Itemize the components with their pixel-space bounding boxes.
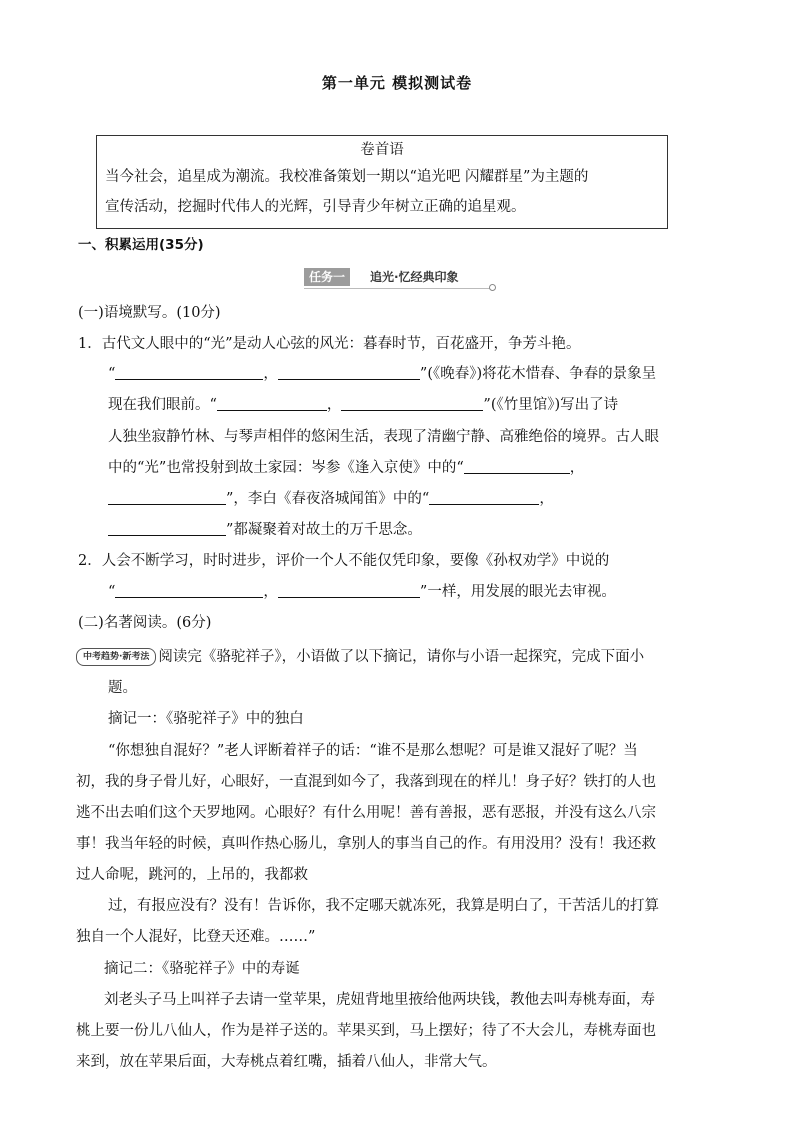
- question-line: [108, 359, 656, 389]
- comma: ，: [263, 366, 278, 382]
- answer-blank[interactable]: [108, 521, 226, 536]
- question-text: ”(《竹里馆》)写出了诗: [483, 397, 619, 413]
- part-heading: (二)名著阅读。(6分): [78, 615, 212, 631]
- answer-blank[interactable]: [115, 365, 263, 380]
- excerpt-line: 逃不出去咱们这个天罗地网。心眼好？有什么用呢！善有善报，恶有恶报，并没有这么八宗: [76, 805, 656, 821]
- question-text: ”(《晚春》)将花木惜春、争春的景象呈: [419, 366, 657, 382]
- answer-blank[interactable]: [464, 459, 570, 474]
- answer-blank[interactable]: [278, 365, 420, 380]
- answer-blank[interactable]: [108, 490, 226, 505]
- excerpt-line: 过，有报应没有？没有！告诉你，我不定哪天就冻死，我算是明白了，干苦活儿的打算: [108, 898, 659, 914]
- task-title: 追光·忆经典印象: [370, 270, 459, 284]
- preface-heading: 卷首语: [360, 142, 404, 158]
- excerpt-line: 初，我的身子骨儿好，心眼好，一直混到如今了，我落到现在的样儿！身子好？铁打的人也: [76, 774, 656, 790]
- question-line: [76, 642, 644, 672]
- answer-blank[interactable]: [341, 396, 483, 411]
- task-banner: [304, 268, 494, 286]
- excerpt-heading: 摘记二：《骆驼祥子》中的寿诞: [104, 961, 300, 977]
- question-text: ”都凝聚着对故土的万千思念。: [226, 522, 422, 538]
- task-divider: [304, 288, 494, 289]
- question-line: [108, 515, 422, 545]
- quote-mark: “: [108, 584, 116, 600]
- question-text: 题。: [108, 680, 137, 696]
- answer-blank[interactable]: [429, 490, 539, 505]
- question-text: 1．古代文人眼中的“光”是动人心弦的风光：暮春时节，百花盛开，争芳斗艳。: [78, 336, 581, 352]
- question-line: [108, 390, 618, 420]
- comma: ，: [263, 584, 278, 600]
- excerpt-line: 来到，放在苹果后面，大寿桃点着红嘴，插着八仙人，非常大气。: [76, 1054, 497, 1070]
- excerpt-line: 刘老头子马上叫祥子去请一堂苹果，虎妞背地里掖给他两块钱，教他去叫寿桃寿面，寿: [104, 992, 655, 1008]
- question-text: 阅读完《骆驼祥子》，小语做了以下摘记，请你与小语一起探究，完成下面小: [158, 649, 645, 665]
- comma: ，: [539, 491, 554, 507]
- preface-box: [96, 135, 668, 229]
- excerpt-line: 独自一个人混好，比登天还难。……”: [76, 929, 316, 945]
- excerpt-line: 过人命呢，跳河的，上吊的，我都救: [76, 867, 308, 883]
- comma: ，: [326, 397, 342, 413]
- question-text: ”，李白《春夜洛城闻笛》中的“: [226, 491, 430, 507]
- part-heading: (一)语境默写。(10分): [78, 305, 221, 321]
- excerpt-line: 事！我当年轻的时候，真叫作热心肠儿，拿别人的事当自己的作。有用没用？没有！我还救: [76, 836, 656, 852]
- comma: ，: [569, 460, 585, 476]
- excerpt-line: “你想独自混好？”老人评断着祥子的话：“谁不是那么想呢？可是谁又混好了呢？当: [108, 743, 638, 759]
- section-heading: 一、积累运用(35分): [78, 237, 204, 253]
- quote-mark: “: [108, 366, 116, 382]
- question-line: [108, 484, 554, 514]
- excerpt-line: 桃上要一份儿八仙人，作为是祥子送的。苹果买到，马上摆好；待了不大会儿，寿桃寿面也: [76, 1023, 656, 1039]
- excerpt-heading: 摘记一：《骆驼祥子》中的独白: [108, 711, 304, 727]
- answer-blank[interactable]: [278, 583, 420, 598]
- preface-line: 宣传活动，挖掘时代伟人的光辉，引导青少年树立正确的追星观。: [105, 199, 526, 215]
- question-text: ”一样，用发展的眼光去审视。: [419, 584, 616, 600]
- question-line: [108, 577, 616, 607]
- question-line: [108, 453, 584, 483]
- trend-badge: 中考趋势·新考法: [76, 648, 156, 666]
- answer-blank[interactable]: [115, 583, 263, 598]
- answer-blank[interactable]: [217, 396, 327, 411]
- question-text: 人独坐寂静竹林、与琴声相伴的悠闲生活，表现了清幽宁静、高雅绝俗的境界。古人眼: [108, 429, 659, 445]
- task-end-dot: [489, 284, 496, 291]
- question-text: 中的“光”也常投射到故土家园：岑参《逢入京使》中的“: [108, 460, 464, 476]
- question-text: 2．人会不断学习，时时进步，评价一个人不能仅凭印象，要像《孙权劝学》中说的: [78, 553, 610, 569]
- question-text: 现在我们眼前。“: [108, 397, 217, 413]
- task-tag: 任务一: [304, 268, 350, 286]
- preface-line: 当今社会，追星成为潮流。我校准备策划一期以“追光吧 闪耀群星”为主题的: [105, 169, 589, 185]
- page-title: 第一单元 模拟测试卷: [321, 74, 473, 92]
